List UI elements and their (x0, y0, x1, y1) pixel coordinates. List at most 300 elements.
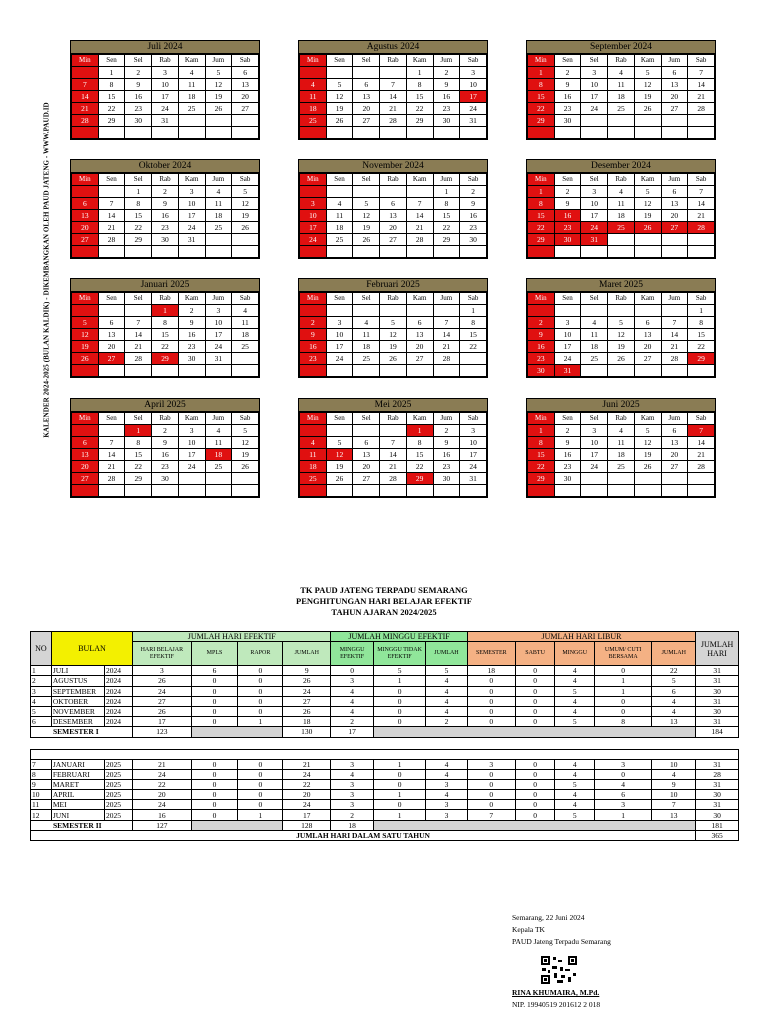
day-cell: 22 (528, 461, 555, 473)
day-header: Sel (353, 55, 380, 67)
table-cell: 30 (696, 790, 739, 800)
day-header: Sab (460, 55, 487, 67)
day-cell: 15 (125, 449, 152, 461)
day-cell (460, 127, 487, 139)
day-cell: 20 (634, 341, 661, 353)
header-hbe: HARI BELAJAR EFEKTIF (133, 642, 191, 666)
day-cell: 23 (152, 222, 179, 234)
table-cell: 2024 (105, 696, 133, 706)
table-cell: 24 (133, 800, 191, 810)
day-cell: 3 (554, 317, 581, 329)
table-cell: 4 (331, 696, 374, 706)
header-minggu-efektif: JUMLAH MINGGU EFEKTIF (331, 632, 468, 642)
day-cell: 22 (688, 341, 715, 353)
day-cell: 18 (178, 91, 205, 103)
table-cell: 0 (191, 800, 238, 810)
table-row (31, 810, 739, 820)
table-cell: 1 (374, 759, 426, 769)
day-cell: 15 (125, 210, 152, 222)
day-cell: 29 (152, 353, 179, 365)
day-cell: 22 (125, 222, 152, 234)
day-cell: 14 (433, 329, 460, 341)
day-cell: 3 (178, 186, 205, 198)
day-cell: 7 (688, 425, 715, 437)
table-cell: 26 (283, 676, 331, 686)
day-cell (300, 365, 327, 377)
day-cell (353, 485, 380, 497)
day-cell: 31 (460, 115, 487, 127)
table-row (31, 666, 739, 676)
day-header: Sen (326, 55, 353, 67)
day-cell (433, 305, 460, 317)
table-cell: 2025 (105, 759, 133, 769)
day-cell: 17 (152, 91, 179, 103)
day-header: Rab (380, 413, 407, 425)
day-cell: 8 (528, 437, 555, 449)
month-calendar (526, 159, 716, 259)
table-cell: 0 (467, 717, 515, 727)
day-cell: 1 (688, 305, 715, 317)
month-calendar (298, 398, 488, 498)
day-cell: 24 (152, 103, 179, 115)
day-cell: 1 (460, 305, 487, 317)
day-cell: 3 (581, 67, 608, 79)
table-cell: 4 (426, 686, 468, 696)
day-cell: 10 (300, 210, 327, 222)
table-cell: 11 (31, 800, 52, 810)
table-cell: 4 (426, 706, 468, 716)
table-cell: 5 (555, 717, 595, 727)
table-cell: 1 (374, 790, 426, 800)
day-cell: 30 (433, 473, 460, 485)
table-cell: 0 (515, 800, 555, 810)
day-cell: 11 (353, 329, 380, 341)
school-title: TK PAUD JATENG TERPADU SEMARANG (300, 585, 468, 595)
day-cell (353, 365, 380, 377)
day-cell: 8 (406, 79, 433, 91)
day-cell (125, 127, 152, 139)
header-jumlah-efektif: JUMLAH (283, 642, 331, 666)
header-mpls: MPLS (191, 642, 238, 666)
day-cell: 30 (554, 234, 581, 246)
day-cell: 6 (661, 425, 688, 437)
table-cell: 0 (467, 696, 515, 706)
day-cell: 5 (326, 437, 353, 449)
table-cell: 6 (31, 717, 52, 727)
day-cell (554, 485, 581, 497)
table-cell: 17 (133, 717, 191, 727)
table-cell: 0 (374, 717, 426, 727)
day-cell (528, 127, 555, 139)
day-cell: 27 (661, 222, 688, 234)
month-calendar (70, 278, 260, 378)
day-cell: 4 (232, 305, 259, 317)
day-cell (98, 186, 125, 198)
day-header: Sen (326, 413, 353, 425)
day-cell (152, 365, 179, 377)
day-cell: 24 (554, 353, 581, 365)
day-cell: 18 (326, 222, 353, 234)
month-calendar (298, 40, 488, 140)
day-cell: 26 (634, 461, 661, 473)
day-cell: 20 (661, 449, 688, 461)
table-cell: 4 (652, 696, 696, 706)
day-cell (581, 127, 608, 139)
day-cell (353, 246, 380, 258)
day-cell: 3 (152, 67, 179, 79)
day-header: Rab (380, 293, 407, 305)
day-cell: 14 (661, 329, 688, 341)
day-header: Rab (380, 55, 407, 67)
day-header: Sen (554, 293, 581, 305)
table-cell: 18 (467, 666, 515, 676)
table-cell: 13 (652, 717, 696, 727)
table-cell: 0 (595, 706, 652, 716)
day-cell: 3 (178, 425, 205, 437)
day-cell (326, 305, 353, 317)
day-cell: 31 (581, 234, 608, 246)
table-cell: 22 (283, 779, 331, 789)
table-cell: 0 (467, 706, 515, 716)
table-cell: 0 (467, 800, 515, 810)
day-cell: 10 (205, 317, 232, 329)
day-cell: 1 (528, 67, 555, 79)
day-cell: 14 (380, 91, 407, 103)
day-cell: 3 (581, 186, 608, 198)
day-cell (661, 127, 688, 139)
table-cell: JANUARI (51, 759, 104, 769)
day-cell (353, 305, 380, 317)
day-cell: 16 (460, 210, 487, 222)
day-cell: 30 (554, 473, 581, 485)
day-cell: 19 (634, 449, 661, 461)
table-cell: 4 (555, 676, 595, 686)
day-cell: 19 (72, 341, 99, 353)
table-cell: 2 (331, 717, 374, 727)
day-cell: 24 (581, 222, 608, 234)
day-cell (72, 365, 99, 377)
day-cell: 11 (178, 79, 205, 91)
day-cell: 1 (125, 425, 152, 437)
day-cell: 24 (178, 461, 205, 473)
day-cell: 10 (554, 329, 581, 341)
day-header: Rab (380, 174, 407, 186)
day-cell (608, 473, 635, 485)
table-cell: 2025 (105, 779, 133, 789)
table-cell: 4 (555, 769, 595, 779)
day-cell (205, 115, 232, 127)
day-cell: 24 (581, 461, 608, 473)
day-cell (380, 186, 407, 198)
day-cell: 28 (125, 353, 152, 365)
day-cell (406, 127, 433, 139)
day-header: Rab (608, 293, 635, 305)
table-cell: 0 (238, 800, 283, 810)
day-cell (661, 473, 688, 485)
table-row (31, 800, 739, 810)
day-cell: 8 (688, 317, 715, 329)
day-cell: 27 (353, 473, 380, 485)
gray-cell (191, 727, 283, 737)
table-cell: 4 (652, 706, 696, 716)
day-cell (380, 485, 407, 497)
day-header: Min (528, 293, 555, 305)
table-cell: 2 (426, 717, 468, 727)
day-cell: 13 (661, 198, 688, 210)
day-cell: 19 (380, 341, 407, 353)
table-cell: 22 (652, 666, 696, 676)
table-cell: 24 (283, 769, 331, 779)
day-cell: 27 (661, 103, 688, 115)
day-cell: 6 (661, 186, 688, 198)
day-cell: 14 (125, 329, 152, 341)
day-cell (634, 234, 661, 246)
day-cell (554, 305, 581, 317)
day-cell: 13 (406, 329, 433, 341)
day-cell: 10 (460, 79, 487, 91)
table-cell: NOVEMBER (51, 706, 104, 716)
day-cell: 13 (661, 79, 688, 91)
day-cell (433, 127, 460, 139)
table-row (31, 769, 739, 779)
day-cell: 15 (460, 329, 487, 341)
table-cell: MEI (51, 800, 104, 810)
day-cell: 7 (433, 317, 460, 329)
day-cell: 28 (433, 353, 460, 365)
day-cell (688, 473, 715, 485)
day-header: Kam (634, 413, 661, 425)
table-cell: 3 (331, 676, 374, 686)
table-cell: 0 (515, 686, 555, 696)
day-header: Sel (581, 293, 608, 305)
table-cell: 0 (238, 706, 283, 716)
day-cell (300, 305, 327, 317)
day-cell: 9 (300, 329, 327, 341)
day-cell (433, 365, 460, 377)
day-cell: 6 (661, 67, 688, 79)
table-cell: 4 (426, 696, 468, 706)
table-cell: 4 (426, 759, 468, 769)
day-cell: 10 (460, 437, 487, 449)
day-cell: 30 (433, 115, 460, 127)
day-header: Sab (232, 174, 259, 186)
day-header: Kam (178, 293, 205, 305)
day-cell: 28 (688, 461, 715, 473)
day-cell (581, 305, 608, 317)
day-cell: 8 (125, 437, 152, 449)
table-cell: 31 (696, 779, 739, 789)
day-cell: 28 (661, 353, 688, 365)
table-cell: 5 (652, 676, 696, 686)
table-cell: 3 (133, 666, 191, 676)
day-header: Jum (205, 174, 232, 186)
day-cell: 20 (661, 210, 688, 222)
day-header: Kam (634, 55, 661, 67)
table-cell: 5 (555, 810, 595, 820)
day-cell (326, 127, 353, 139)
table-cell: 4 (331, 686, 374, 696)
day-header: Min (528, 174, 555, 186)
semester1-label: SEMESTER I (31, 727, 133, 737)
day-cell: 10 (326, 329, 353, 341)
day-cell: 12 (232, 437, 259, 449)
day-cell: 29 (125, 234, 152, 246)
day-cell (406, 365, 433, 377)
semester2-minggu: 18 (331, 820, 374, 830)
day-cell: 19 (634, 210, 661, 222)
day-cell (688, 365, 715, 377)
day-cell: 12 (608, 329, 635, 341)
day-cell: 4 (300, 437, 327, 449)
day-cell: 7 (688, 186, 715, 198)
day-cell (326, 186, 353, 198)
day-cell: 17 (581, 91, 608, 103)
day-cell (98, 305, 125, 317)
day-cell: 18 (353, 341, 380, 353)
day-cell (634, 246, 661, 258)
day-cell: 24 (326, 353, 353, 365)
day-cell: 5 (205, 67, 232, 79)
day-cell: 11 (205, 437, 232, 449)
day-header: Sel (353, 293, 380, 305)
day-cell: 18 (581, 341, 608, 353)
table-cell: JULI (51, 666, 104, 676)
day-header: Min (300, 174, 327, 186)
header-hari-libur: JUMLAH HARI LIBUR (467, 632, 695, 642)
day-cell (581, 485, 608, 497)
day-cell: 2 (460, 186, 487, 198)
day-cell: 18 (205, 210, 232, 222)
table-cell: 9 (283, 666, 331, 676)
day-cell (205, 365, 232, 377)
day-cell: 24 (300, 234, 327, 246)
day-cell: 21 (380, 103, 407, 115)
day-cell (232, 485, 259, 497)
day-cell: 17 (178, 449, 205, 461)
month-title: Juli 2024 (71, 41, 259, 54)
day-cell: 13 (634, 329, 661, 341)
day-header: Sab (688, 413, 715, 425)
day-header: Rab (608, 55, 635, 67)
day-cell (608, 127, 635, 139)
day-cell: 17 (178, 210, 205, 222)
day-cell: 1 (406, 425, 433, 437)
day-cell: 13 (72, 210, 99, 222)
day-cell: 12 (634, 79, 661, 91)
day-cell (125, 365, 152, 377)
day-cell: 21 (433, 341, 460, 353)
day-cell: 12 (232, 198, 259, 210)
table-cell: 0 (515, 666, 555, 676)
day-cell (72, 186, 99, 198)
day-cell: 23 (433, 461, 460, 473)
day-cell (608, 115, 635, 127)
table-cell: 21 (283, 759, 331, 769)
day-cell: 16 (554, 449, 581, 461)
table-cell: 0 (238, 759, 283, 769)
day-cell: 22 (125, 461, 152, 473)
day-header: Kam (634, 174, 661, 186)
table-cell: 0 (595, 696, 652, 706)
day-header: Jum (433, 413, 460, 425)
day-cell: 21 (98, 461, 125, 473)
day-cell: 20 (98, 341, 125, 353)
day-cell: 5 (232, 425, 259, 437)
day-cell (152, 127, 179, 139)
sign-school: PAUD Jateng Terpadu Semarang (512, 937, 611, 946)
day-cell (232, 234, 259, 246)
day-cell: 23 (125, 103, 152, 115)
day-cell (380, 127, 407, 139)
day-cell (661, 485, 688, 497)
day-cell: 5 (634, 425, 661, 437)
day-cell: 6 (353, 437, 380, 449)
day-cell: 1 (152, 305, 179, 317)
day-cell (178, 115, 205, 127)
table-cell: 28 (696, 769, 739, 779)
day-header: Kam (406, 174, 433, 186)
day-cell (72, 67, 99, 79)
day-cell: 30 (152, 234, 179, 246)
day-cell (300, 186, 327, 198)
day-cell: 24 (581, 103, 608, 115)
table-cell: FEBRUARI (51, 769, 104, 779)
day-cell (661, 305, 688, 317)
day-cell: 25 (205, 461, 232, 473)
table-cell: 4 (555, 800, 595, 810)
day-header: Sen (98, 55, 125, 67)
day-cell (326, 365, 353, 377)
day-cell (460, 365, 487, 377)
day-header: Sab (460, 293, 487, 305)
day-cell: 29 (406, 115, 433, 127)
header-minggu: MINGGU (555, 642, 595, 666)
day-cell: 4 (608, 425, 635, 437)
day-cell: 29 (528, 473, 555, 485)
day-cell: 28 (98, 473, 125, 485)
day-cell: 23 (528, 353, 555, 365)
day-cell (608, 485, 635, 497)
month-title: Maret 2025 (527, 279, 715, 292)
day-cell: 26 (205, 103, 232, 115)
day-cell: 23 (152, 461, 179, 473)
spacer-row (31, 749, 739, 759)
table-cell: 9 (31, 779, 52, 789)
header-jumlah-libur: JUMLAH (652, 642, 696, 666)
day-cell (205, 473, 232, 485)
day-cell (353, 67, 380, 79)
day-cell: 8 (152, 317, 179, 329)
table-cell: 0 (191, 696, 238, 706)
table-row (31, 696, 739, 706)
day-cell: 28 (380, 473, 407, 485)
day-cell: 18 (608, 210, 635, 222)
day-cell (608, 365, 635, 377)
day-cell: 2 (178, 305, 205, 317)
day-header: Sel (581, 413, 608, 425)
day-cell (232, 365, 259, 377)
day-cell: 15 (528, 210, 555, 222)
day-cell: 3 (205, 305, 232, 317)
day-cell: 18 (608, 449, 635, 461)
day-cell (205, 234, 232, 246)
table-cell: OKTOBER (51, 696, 104, 706)
day-cell: 27 (661, 461, 688, 473)
day-cell: 5 (634, 67, 661, 79)
table-cell: 0 (515, 790, 555, 800)
day-cell: 15 (152, 329, 179, 341)
day-cell: 28 (688, 222, 715, 234)
